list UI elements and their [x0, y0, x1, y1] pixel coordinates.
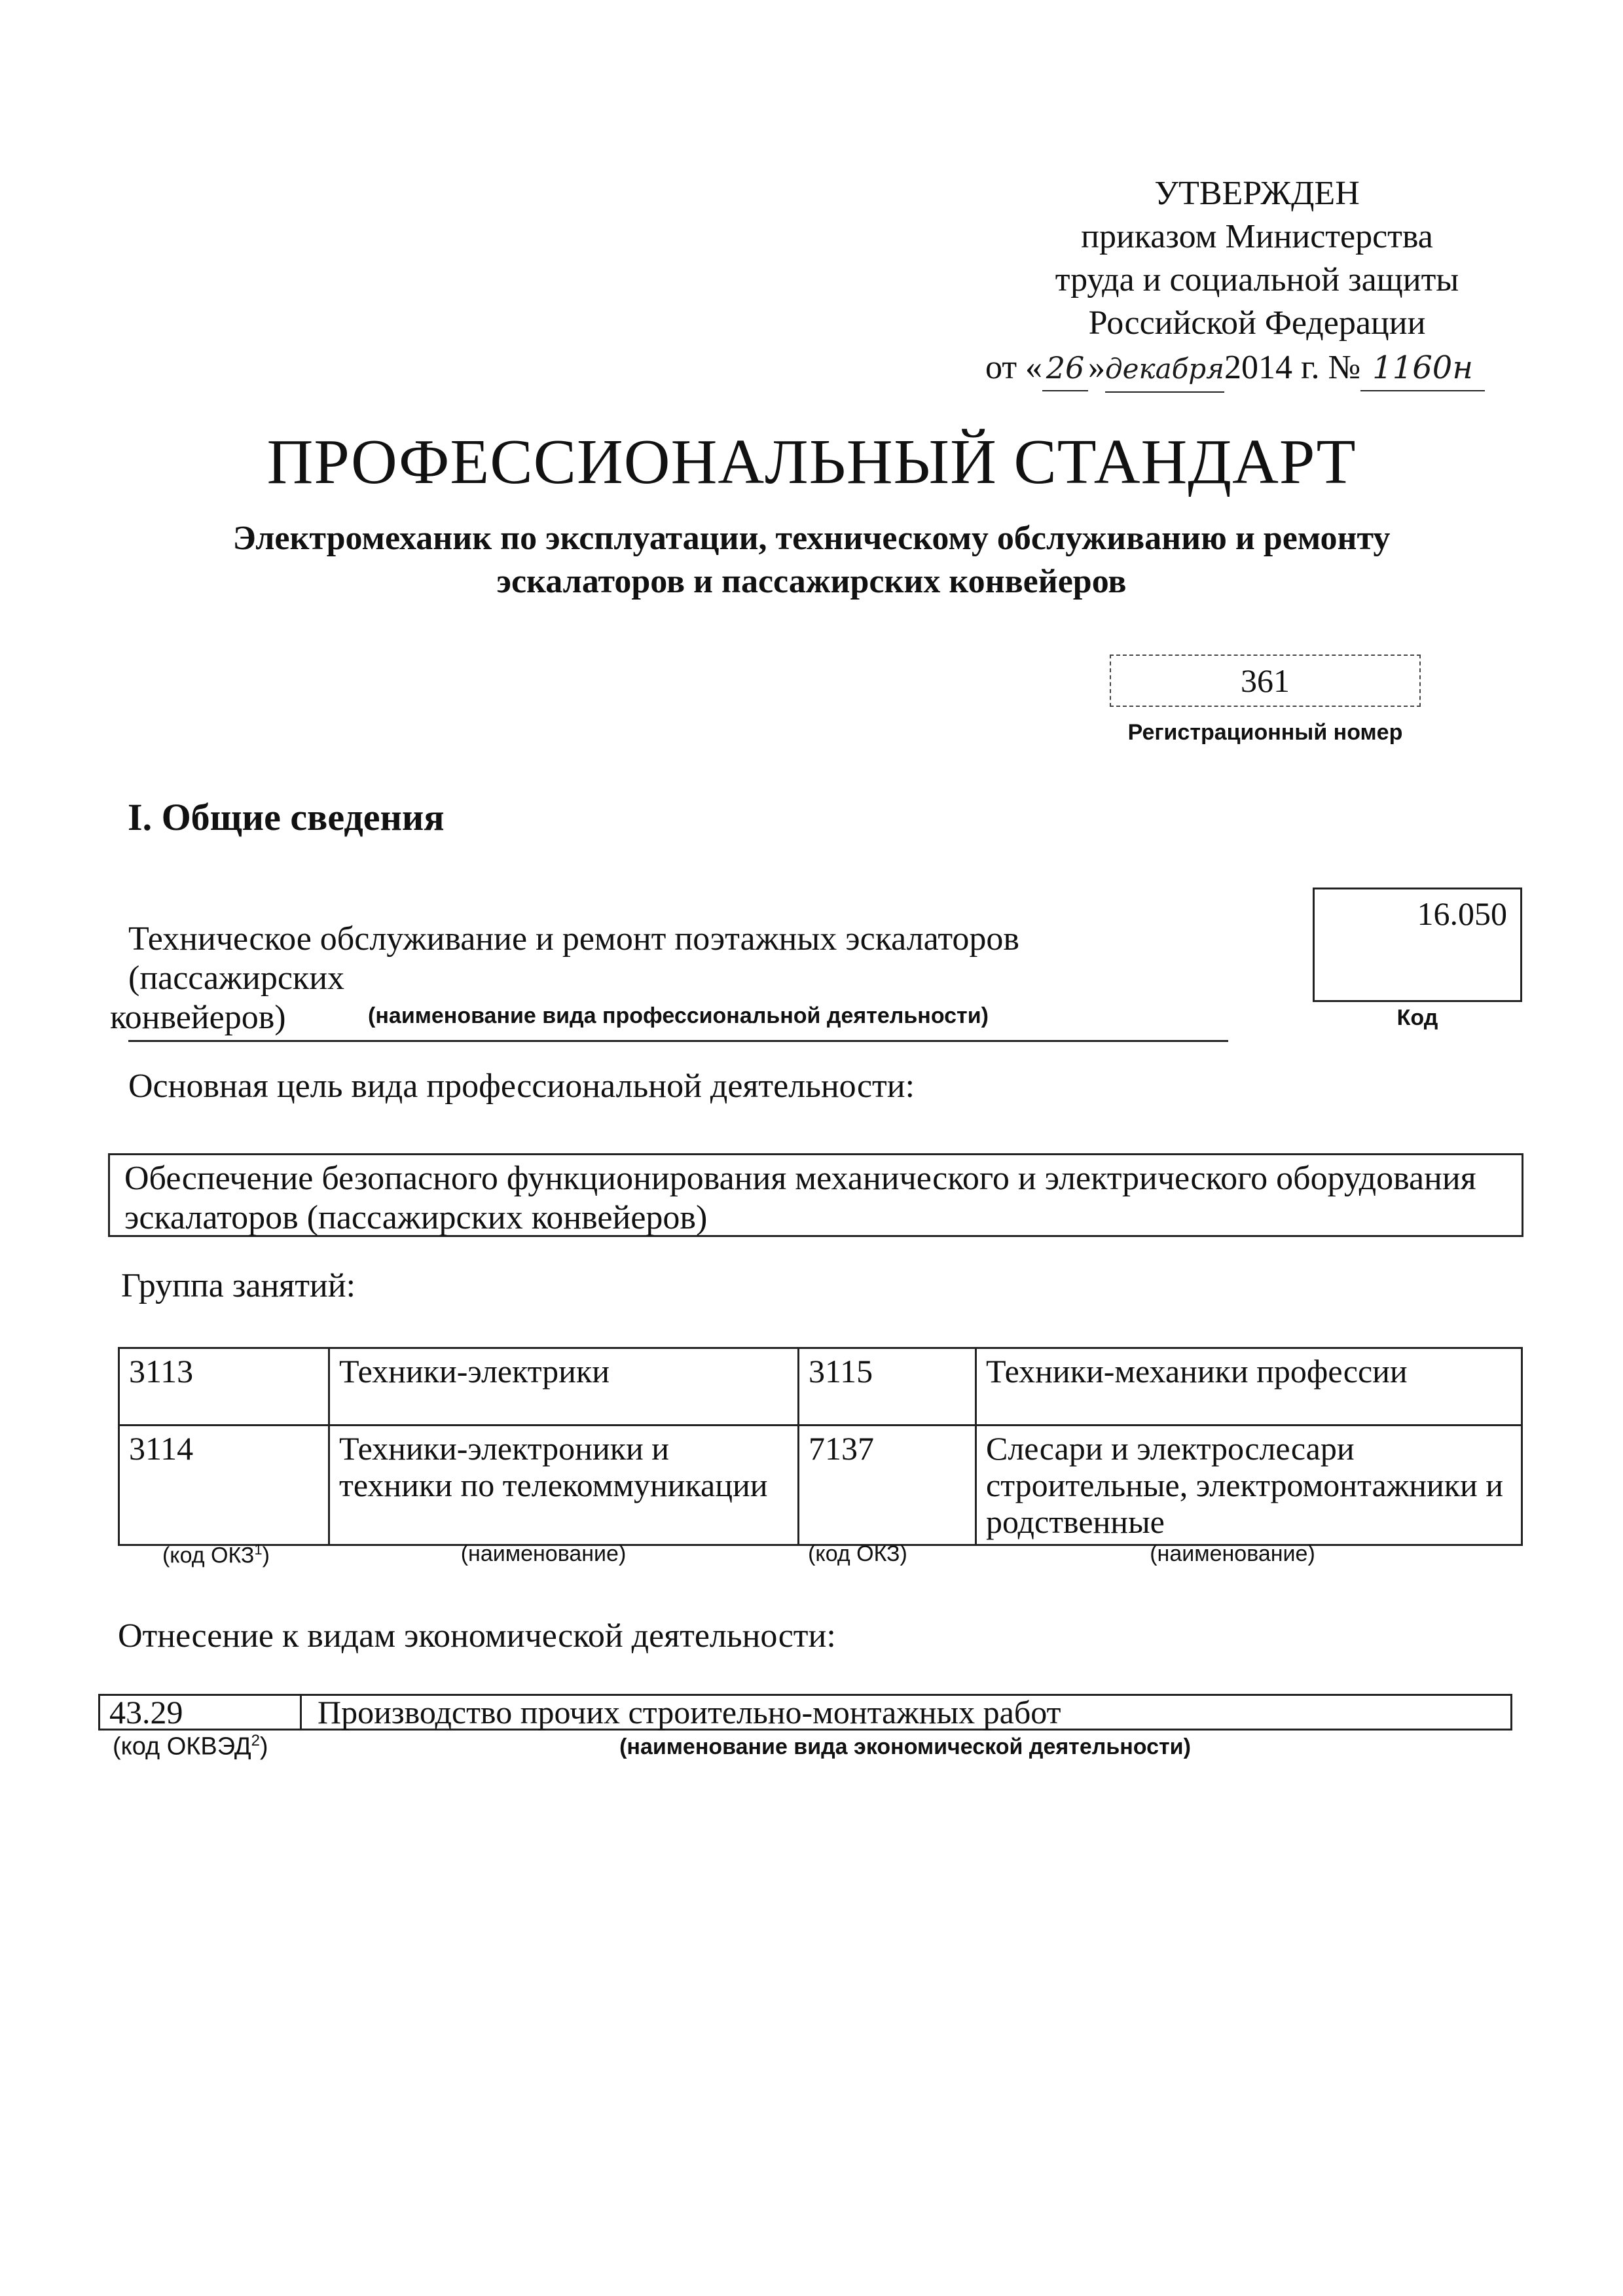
okved-code: 43.29: [109, 1694, 183, 1731]
approval-line-1: УТВЕРЖДЕН: [1154, 175, 1360, 212]
okz-name-cell: Слесари и электрослесари строительные, электромонтажники и родственные: [976, 1426, 1522, 1545]
table-row: [119, 1426, 1522, 1545]
okved-name: Производство прочих строительно-монтажных работ: [318, 1694, 1061, 1731]
okz-code-cell: 3113: [119, 1348, 329, 1426]
table-row: [119, 1348, 1522, 1426]
date-prefix: от «: [985, 349, 1043, 386]
economic-label: Отнесение к видам экономической деятельности:: [118, 1617, 836, 1655]
approval-date-line: [985, 346, 1485, 393]
subtitle-line-2: эскалаторов и пассажирских конвейеров: [496, 563, 1127, 600]
okz-caption-name-1: (наименование): [460, 1541, 627, 1566]
registration-number-box: [1110, 655, 1421, 707]
section-heading: I. Общие сведения: [128, 796, 445, 838]
order-number-handwritten: 1160н: [1360, 346, 1485, 391]
date-mid: »: [1088, 349, 1106, 386]
activity-caption: (наименование вида профессиональной деятельности): [368, 1003, 989, 1028]
okz-caption-code-2: (код ОКЗ): [808, 1541, 907, 1566]
okved-caption-name: (наименование вида экономической деятельности): [619, 1734, 1191, 1759]
approval-line-4: Российской Федерации: [1088, 304, 1426, 342]
okz-code-cell: 3115: [799, 1348, 976, 1426]
okz-name-cell: Техники-электроники и техники по телекоммуникации: [329, 1426, 799, 1545]
activity-name-line-2: конвейеров): [110, 999, 286, 1036]
okved-divider: [300, 1696, 302, 1729]
goal-label: Основная цель вида профессиональной деятельности:: [128, 1067, 915, 1105]
code-label: Код: [1396, 1005, 1438, 1030]
approval-line-3: труда и социальной защиты: [1055, 261, 1459, 298]
okz-code-cell: 3114: [119, 1426, 329, 1545]
date-year: 2014 г. №: [1224, 349, 1361, 386]
okved-caption-code: (код ОКВЭД$^2$): [113, 1732, 268, 1761]
document-subtitle: [105, 517, 1518, 603]
activity-code: 16.050: [1417, 895, 1507, 932]
goal-line-1: Обеспечение безопасного функционирования механического и электрического оборудования: [124, 1160, 1476, 1197]
date-month-handwritten: декабря: [1105, 347, 1224, 393]
subtitle-line-1: Электромеханик по эксплуатации, техническому обслуживанию и ремонту: [232, 520, 1391, 557]
okz-name-cell: Техники-механики профессии: [976, 1348, 1522, 1426]
okz-name-cell: Техники-электрики: [329, 1348, 799, 1426]
approval-line-2: приказом Министерства: [1081, 218, 1433, 255]
okz-code-cell: 7137: [799, 1426, 976, 1545]
okved-box: [98, 1694, 1512, 1731]
okz-caption-code-1: (код ОКЗ$^1$): [162, 1541, 270, 1568]
goal-box: [108, 1153, 1523, 1237]
occupation-groups-table: [118, 1347, 1523, 1546]
goal-line-2: эскалаторов (пассажирских конвейеров): [124, 1199, 708, 1236]
activity-name-line-1: Техническое обслуживание и ремонт поэтажных эскалаторов (пассажирских: [128, 920, 1019, 997]
okz-caption-name-2: (наименование): [1150, 1541, 1315, 1566]
date-day-handwritten: 26: [1042, 346, 1088, 391]
registration-number: 361: [1241, 662, 1290, 699]
registration-label: Регистрационный номер: [1127, 720, 1403, 745]
activity-code-box: [1313, 888, 1522, 1002]
groups-label: Группа занятий:: [121, 1267, 356, 1304]
document-title: ПРОФЕССИОНАЛЬНЫЙ СТАНДАРТ: [266, 427, 1357, 497]
